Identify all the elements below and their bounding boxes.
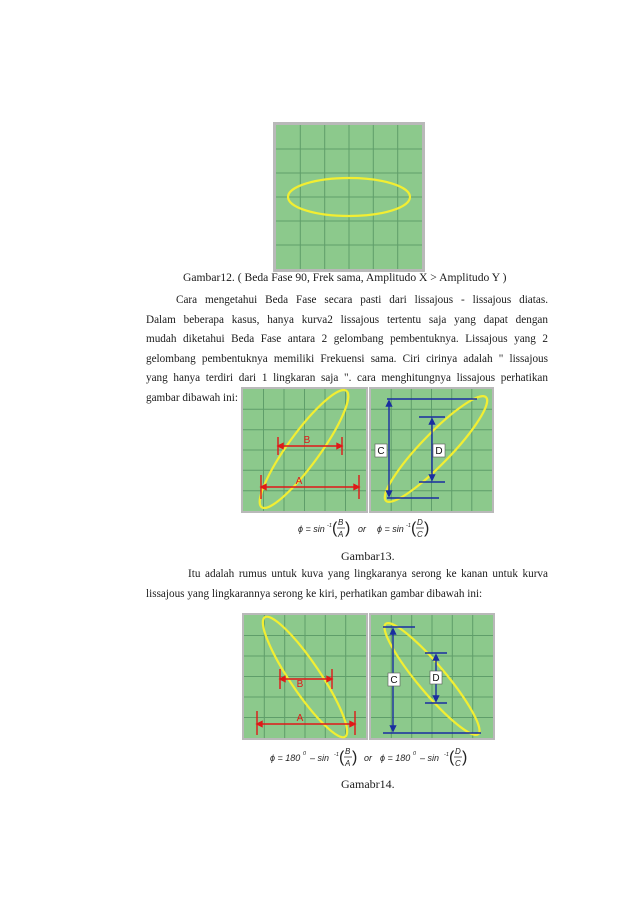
formula-exponent: -1 [406,523,411,529]
formula-numerator: B [338,518,344,527]
svg-text:(: ( [339,749,345,766]
svg-text:): ) [424,520,430,537]
formula-minus-sin: – sin [420,753,440,763]
paragraph-1-line: mudah diketahui Beda Fase antara 2 gelombang pembentuknya. Lissajous yang 2 [146,333,548,345]
paragraph-2-line: lissajous yang lingkarannya serong ke kiri, perhatikan gambar dibawah ini: [146,587,483,600]
paragraph-1-line: Dalam beberapa kasus, hanya kurva2 lissajous tertentu saja yang dapat dengan [146,313,548,326]
figure-12-caption: Gambar12. ( Beda Fase 90, Frek sama, Amplitudo X > Amplitudo Y ) [183,271,507,284]
label-c: C [390,675,398,686]
svg-text:): ) [352,749,358,766]
formula-or: or [358,524,367,534]
figure-14-formula [270,741,470,775]
figure-14-right-scope [369,613,495,740]
paragraph-2 [146,565,548,604]
figure-13-caption: Gambar13. [341,549,395,563]
formula-numerator: B [345,747,351,756]
figure-13-right-scope [369,387,494,513]
formula-exponent: -1 [327,523,332,529]
formula-lhs: ϕ = sin [377,524,404,534]
formula-exponent: -1 [334,752,339,758]
figure-13-left-scope [241,387,368,513]
paragraph-1-line: yang hanya terdiri dari 1 lingkaran saja ". cara menghitungnya lissajous perhatikan [146,372,548,384]
svg-text:(: ( [411,520,417,537]
label-d: D [432,673,440,684]
formula-numerator: D [417,518,423,527]
svg-text:(: ( [332,520,338,537]
formula-minus-sin: – sin [310,753,330,763]
figure-14-caption: Gamabr14. [341,777,395,791]
figure-12-oscilloscope [273,122,425,272]
paragraph-1-line: Cara mengetahui Beda Fase secara pasti dari lissajous - lissajous diatas. [176,294,548,306]
formula-denominator: C [455,759,461,768]
formula-numerator: D [455,747,461,756]
svg-text:): ) [345,520,351,537]
svg-text:(: ( [449,749,455,766]
label-b: B [303,435,311,446]
figure-14-left-scope [242,613,368,740]
label-b: B [296,679,304,690]
label-a: A [295,476,303,487]
formula-lhs: ϕ = 180 [270,753,301,763]
label-c: C [377,446,385,457]
formula-degree: 0 [303,751,307,757]
label-a: A [296,713,304,724]
paragraph-2-line: Itu adalah rumus untuk kuva yang lingkaranya serong ke kanan untuk kurva [188,568,548,580]
formula-denominator: A [338,530,344,539]
figure-13-formula [298,512,448,546]
formula-lhs: ϕ = sin [298,524,325,534]
formula-denominator: A [345,759,351,768]
formula-lhs: ϕ = 180 [380,753,411,763]
label-d: D [435,446,443,457]
paragraph-1-line: gelombang pembentuknya memiliki Frekuensi sama. Ciri cirinya adalah " lissajous [146,352,548,365]
formula-degree: 0 [413,751,417,757]
formula-or: or [364,753,373,763]
formula-exponent: -1 [444,752,449,758]
paragraph-1-line: gambar dibawah ini: [146,391,238,404]
svg-text:): ) [462,749,468,766]
formula-denominator: C [417,530,423,539]
